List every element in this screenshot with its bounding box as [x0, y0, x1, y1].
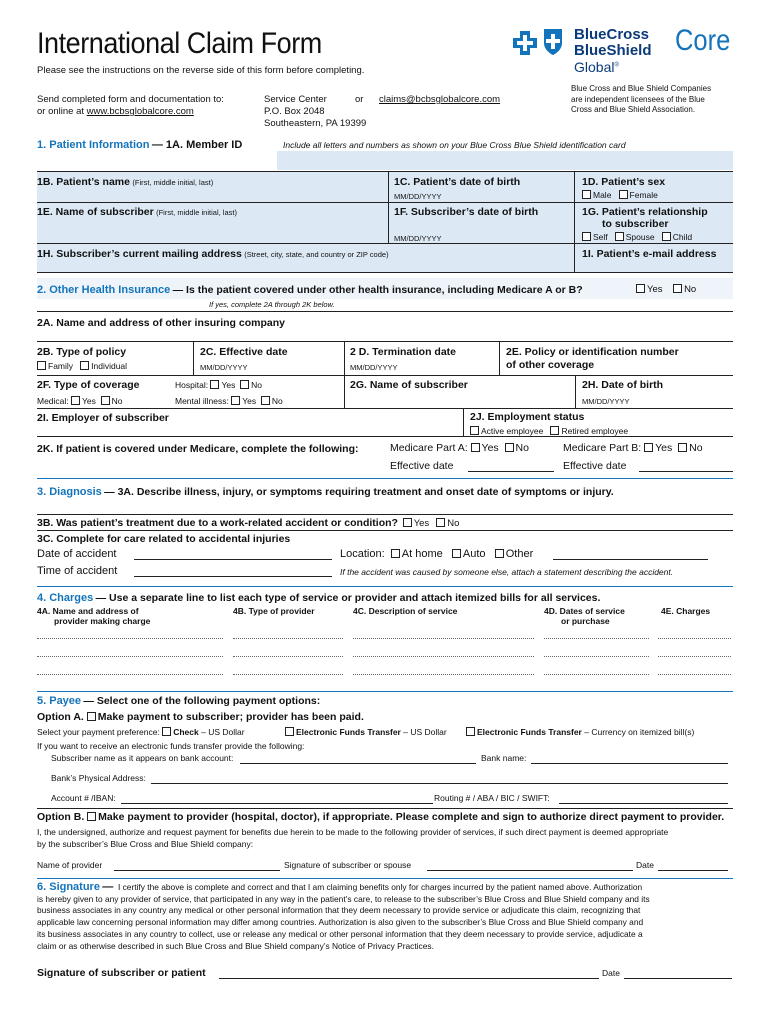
subscriber-bank-name-label: Subscriber name as it appears on bank account:: [51, 753, 234, 763]
col-provider-line1: 4A. Name and address of: [37, 606, 139, 616]
part-b-effective-label: Effective date: [563, 460, 627, 472]
hospital-label: Hospital:: [175, 380, 209, 390]
signature-line2: is hereby given to any provider of service, that participated in any way in the patient’s care, to release to the subscriber’s Blue Cross and Blue Shield company and its: [37, 893, 650, 904]
check-checkbox[interactable]: [162, 727, 171, 736]
bank-name-label: Bank name:: [481, 753, 527, 763]
disclaimer-line1: Blue Cross and Blue Shield Companies: [571, 84, 712, 93]
divider: [37, 311, 733, 312]
divider: [575, 375, 576, 408]
relationship-options: [582, 232, 692, 242]
at-home-label: At home: [401, 548, 443, 560]
part-b-yes-checkbox[interactable]: [644, 443, 653, 452]
address-line2: P.O. Box 2048: [264, 106, 325, 117]
child-label: Child: [672, 232, 693, 242]
insuring-company-label[interactable]: 2A. Name and address of other insuring company: [37, 317, 285, 329]
patient-signature-input[interactable]: [219, 978, 599, 979]
charge-cell-input[interactable]: [353, 638, 534, 639]
medical-no-checkbox[interactable]: [101, 396, 110, 405]
charge-cell-input[interactable]: [233, 656, 343, 657]
provider-name-input[interactable]: [114, 870, 280, 871]
charge-cell-input[interactable]: [37, 656, 223, 657]
divider: [193, 341, 194, 375]
no-label: No: [447, 518, 460, 529]
other-label: Other: [505, 548, 534, 560]
spouse-signature-label: Signature of subscriber or spouse: [284, 860, 412, 870]
hospital-options: [175, 380, 262, 390]
signature-date-label: Date: [602, 968, 620, 978]
signature-line1: I certify the above is complete and correct and that I am claiming benefits only for charges incurred by the patient named above. Authorization: [117, 882, 643, 892]
subscriber-bank-name-input[interactable]: [240, 763, 476, 764]
retired-label: Retired employee: [561, 426, 629, 436]
divider: [344, 341, 345, 375]
signature-line5: its business associates in any country to collect, use or release any medical or other personal information that they deem necessary to provide service, adjudicate a: [37, 928, 643, 939]
relationship-label1: 1G. Patient’s relationship: [582, 206, 708, 218]
member-id-label: — 1A. Member ID: [151, 139, 243, 151]
section-divider: [37, 478, 733, 479]
bank-address-label: Bank’s Physical Address:: [51, 773, 146, 783]
part-b-label: Medicare Part B:: [563, 442, 642, 454]
eft-info-text: If you want to receive an electronic funds transfer provide the following:: [37, 741, 305, 751]
medical-yes-checkbox[interactable]: [71, 396, 80, 405]
option-a-checkbox[interactable]: [87, 712, 96, 721]
col-provider-type: 4B. Type of provider: [233, 606, 315, 616]
divider: [37, 808, 733, 809]
eft-usd-label: Electronic Funds Transfer: [296, 727, 401, 737]
address-line3: Southeastern, PA 19399: [264, 118, 367, 129]
section4-heading: [37, 592, 600, 604]
section2-heading: [37, 284, 583, 296]
section2-title: 2. Other Health Insurance: [37, 284, 171, 296]
charge-cell-input[interactable]: [544, 656, 649, 657]
account-label: Account # /IBAN:: [51, 793, 116, 803]
section5-desc: — Select one of the following payment options:: [83, 695, 321, 707]
part-a-effective-input[interactable]: [468, 471, 554, 472]
diagnosis-input[interactable]: [37, 514, 733, 515]
section-divider: [37, 691, 733, 692]
disclaimer: [571, 84, 711, 116]
medical-label: Medical:: [37, 396, 69, 406]
accident-time-label: Time of accident: [37, 565, 118, 577]
bank-name-input[interactable]: [531, 763, 728, 764]
section-divider: [37, 878, 733, 879]
mental-yes-checkbox[interactable]: [231, 396, 240, 405]
signature-line3: business associates in any country any medical or other personal information that they deem necessary to provide service or adjudicate this claim, recognizing that: [37, 905, 641, 916]
no-label: No: [684, 284, 697, 295]
authorization-line2: by the subscriber’s Blue Cross and Blue Shield company:: [37, 839, 254, 849]
patient-signature-label: Signature of subscriber or patient: [37, 967, 206, 979]
spouse-signature-input[interactable]: [427, 870, 633, 871]
send-online-text: [37, 106, 194, 117]
hospital-yes-checkbox[interactable]: [210, 380, 219, 389]
spouse-label: Spouse: [625, 232, 655, 242]
part-b-effective-input[interactable]: [639, 471, 733, 472]
work-related-label: 3B. Was patient’s treatment due to a work-related accident or condition?: [37, 517, 398, 529]
accident-note: If the accident was caused by someone else, attach a statement describing the accident.: [340, 567, 674, 577]
subscriber-dob-label: 1F. Subscriber’s date of birth: [394, 206, 539, 218]
other-location-input[interactable]: [553, 559, 708, 560]
medicare-part-b: [563, 442, 703, 454]
brand-bluecross: BlueCross: [574, 26, 650, 43]
yes-label: Yes: [82, 396, 96, 406]
active-employee-checkbox[interactable]: [470, 426, 479, 435]
spouse-checkbox[interactable]: [615, 232, 624, 241]
part-a-effective-label: Effective date: [390, 460, 454, 472]
eft-currency-label: Electronic Funds Transfer: [477, 727, 582, 737]
disclaimer-line3: Cross and Blue Shield Association.: [571, 105, 696, 114]
col-dates-line2: or purchase: [561, 616, 610, 626]
signature-statement: 6. Signature — I certify the above is complete and correct and that I am claiming benefits only for charges incurred by the patient named above. Authorization is hereby given to any provider of service, that participated in any way in the patient’s care, to release to the subscriber’s Blue Cross and Blue Shield company and its business associates in any country any medical or other personal information that they deem necessary to provide service or adjudicate this claim, recognizing that applicable law concerning personal information may differ among countries. Authorization is also given to the subscriber’s Blue Cross and Blue Shield company and its business associates in any country to collect, use or release any medical or other personal information that they deem necessary to provide service, adjudicate a claim or as otherwise described in such Blue Cross and Blue Shield company’s Notice of Privacy Practices.: [37, 881, 650, 951]
section3-heading: [37, 486, 614, 498]
signature-date-input[interactable]: [624, 978, 732, 979]
subscriber-dob-format-2h[interactable]: MM/DD/YYYY: [582, 397, 630, 406]
charge-cell-input[interactable]: [233, 638, 343, 639]
part-b-no-checkbox[interactable]: [678, 443, 687, 452]
medical-options: [37, 396, 123, 406]
self-label: Self: [593, 232, 608, 242]
patient-dob-format[interactable]: MM/DD/YYYY: [394, 192, 442, 201]
option-a: [37, 711, 364, 723]
section4-title: 4. Charges: [37, 592, 94, 604]
mailing-address-field[interactable]: [37, 248, 389, 260]
section1-heading: [37, 139, 242, 151]
col-service-desc: 4C. Description of service: [353, 606, 458, 616]
option-b-prefix: Option B.: [37, 811, 85, 823]
payment-preference: [37, 727, 245, 737]
account-input[interactable]: [121, 803, 433, 804]
send-online-label: or online at: [37, 106, 85, 117]
mailing-address-note: (Street, city, state, and country or ZIP code): [244, 250, 389, 259]
instructions-text: Please see the instructions on the reverse side of this form before completing.: [37, 65, 365, 76]
other-insurance-options: [636, 284, 696, 295]
work-related-yes-checkbox[interactable]: [403, 518, 412, 527]
divider: [344, 375, 345, 408]
payee-date-label: Date: [636, 860, 654, 870]
yes-label: Yes: [242, 396, 257, 406]
location-label: Location:: [340, 548, 385, 560]
child-checkbox[interactable]: [662, 232, 671, 241]
col-charges: 4E. Charges: [661, 606, 711, 616]
signature-line4: applicable law concerning personal information may differ among countries. Authorization is also given to the subscriber’s Blue Cross and Blue Shield company and: [37, 917, 644, 928]
authorization-line1: I, the undersigned, authorize and request payment for benefits due herein to be made to the following provider of services, if such direct payment is deemed appropriate: [37, 827, 669, 837]
divider: [463, 408, 464, 436]
signature-line6: claim or as otherwise described in such Blue Cross and Blue Shield company’s Notice of Privacy Practices.: [37, 940, 434, 951]
medicare-question: 2K. If patient is covered under Medicare, complete the following:: [37, 443, 359, 455]
charge-cell-input[interactable]: [353, 674, 534, 675]
charge-cell-input[interactable]: [658, 656, 731, 657]
medicare-part-a: [390, 442, 529, 454]
patient-name-field[interactable]: [37, 176, 213, 188]
brand-global-text: Global: [574, 59, 615, 75]
part-a-no-checkbox[interactable]: [505, 443, 514, 452]
check-note: – US Dollar: [201, 727, 245, 737]
divider: [37, 202, 733, 203]
brand-core: Core: [675, 24, 731, 57]
charge-cell-input[interactable]: [233, 674, 343, 675]
routing-input[interactable]: [559, 803, 728, 804]
col-dates-line1: 4D. Dates of service: [544, 606, 625, 616]
charge-cell-input[interactable]: [544, 638, 649, 639]
effective-date-label: 2C. Effective date: [200, 346, 288, 358]
option-a-label: Make payment to subscriber; provider has been paid.: [97, 711, 364, 723]
section3-desc: — 3A. Describe illness, injury, or symptoms requiring treatment and onset date of symptoms or injury.: [104, 486, 614, 498]
option-b-checkbox[interactable]: [87, 812, 96, 821]
active-label: Active employee: [481, 426, 544, 436]
or-text: or: [355, 94, 364, 105]
section3-title: 3. Diagnosis: [37, 486, 102, 498]
employment-options: [470, 426, 628, 436]
hospital-no-checkbox[interactable]: [240, 380, 249, 389]
subscriber-dob-label-2h: 2H. Date of birth: [582, 379, 664, 391]
self-checkbox[interactable]: [582, 232, 591, 241]
divider: [37, 272, 733, 273]
relationship-label2: to subscriber: [602, 218, 669, 230]
other-insurance-no-checkbox[interactable]: [673, 284, 682, 293]
sex-options: [582, 190, 658, 200]
col-provider-line2: provider making charge: [54, 616, 151, 626]
option-a-prefix: Option A.: [37, 711, 84, 723]
send-to-text: Send completed form and documentation to:: [37, 94, 224, 105]
patient-name-note: (First, middle initial, last): [132, 178, 214, 187]
col-provider: [37, 606, 150, 626]
accident-date-label: Date of accident: [37, 548, 117, 560]
termination-date-label: 2 D. Termination date: [350, 346, 456, 358]
eft-currency-note: – Currency on itemized bill(s): [584, 727, 695, 737]
member-id-note: Include all letters and numbers as shown on your Blue Cross Blue Shield identification card: [283, 140, 626, 150]
mental-options: [175, 396, 283, 406]
email-link[interactable]: claims@bcbsglobalcore.com: [379, 94, 501, 105]
charge-cell-input[interactable]: [353, 656, 534, 657]
payee-date-input[interactable]: [658, 870, 728, 871]
no-label: No: [515, 442, 529, 454]
disclaimer-line2: are independent licensees of the Blue: [571, 94, 705, 104]
brand-global: [574, 59, 619, 75]
member-id-input[interactable]: [277, 151, 733, 170]
website-link[interactable]: www.bcbsglobalcore.com: [86, 106, 194, 117]
male-label: Male: [593, 190, 612, 200]
other-insurance-yes-checkbox[interactable]: [636, 284, 645, 293]
coverage-type-label: 2F. Type of coverage: [37, 379, 140, 391]
option-b: [37, 811, 724, 823]
patient-sex-label: 1D. Patient’s sex: [582, 176, 666, 188]
section2-note: If yes, complete 2A through 2K below.: [209, 300, 335, 309]
policy-type-options: [37, 361, 127, 371]
yes-label: Yes: [221, 380, 236, 390]
patient-email-label: 1I. Patient’s e-mail address: [582, 248, 717, 260]
individual-checkbox[interactable]: [80, 361, 89, 370]
no-label: No: [111, 396, 123, 406]
eft-usd-option: [285, 727, 447, 737]
yes-label: Yes: [647, 284, 663, 295]
divider: [499, 341, 500, 375]
employment-status-label: 2J. Employment status: [470, 411, 585, 423]
registered-mark: ®: [614, 62, 619, 69]
female-label: Female: [629, 190, 658, 200]
section-divider: [37, 586, 733, 587]
no-label: No: [689, 442, 703, 454]
subscriber-dob-format[interactable]: MM/DD/YYYY: [394, 234, 442, 243]
col-dates: [544, 606, 625, 626]
section2-question: — Is the patient covered under other health insurance, including Medicare A or B?: [172, 284, 583, 296]
female-checkbox[interactable]: [619, 190, 628, 199]
male-checkbox[interactable]: [582, 190, 591, 199]
part-a-label: Medicare Part A:: [390, 442, 468, 454]
divider: [37, 375, 733, 376]
divider: [37, 243, 733, 244]
check-label: Check: [173, 727, 199, 737]
family-checkbox[interactable]: [37, 361, 46, 370]
mailing-address-label: 1H. Subscriber’s current mailing address: [37, 248, 242, 260]
retired-employee-checkbox[interactable]: [550, 426, 559, 435]
eft-currency-option: [466, 727, 694, 737]
charge-cell-input[interactable]: [544, 674, 649, 675]
no-label: No: [271, 396, 283, 406]
charge-cell-input[interactable]: [37, 638, 223, 639]
charge-cell-input[interactable]: [658, 674, 731, 675]
option-b-label: Make payment to provider (hospital, doctor), if appropriate. Please complete and sign to authorize direct payment to provider.: [98, 811, 725, 823]
payment-preference-label: Select your payment preference:: [37, 727, 160, 737]
divider: [574, 171, 575, 272]
divider: [37, 436, 733, 437]
family-label: Family: [48, 361, 74, 371]
section6-title: 6. Signature: [37, 881, 100, 893]
section5-heading: [37, 695, 320, 707]
eft-usd-checkbox[interactable]: [285, 727, 294, 736]
divider: [37, 171, 733, 172]
charge-cell-input[interactable]: [37, 674, 223, 675]
bcbs-logo-icon: [512, 26, 568, 58]
divider: [388, 171, 389, 243]
eft-usd-note: – US Dollar: [403, 727, 447, 737]
section4-desc: — Use a separate line to list each type of service or provider and attach itemized bills for all services.: [95, 592, 601, 604]
subscriber-name-label: 1E. Name of subscriber: [37, 206, 154, 218]
eft-currency-checkbox[interactable]: [466, 727, 475, 736]
patient-name-label: 1B. Patient’s name: [37, 176, 130, 188]
yes-label: Yes: [481, 442, 499, 454]
accident-location: [340, 548, 533, 560]
auto-checkbox[interactable]: [452, 549, 461, 558]
no-label: No: [251, 380, 262, 390]
divider: [37, 408, 733, 409]
routing-label: Routing # / ABA / BIC / SWIFT:: [434, 793, 550, 803]
work-related-no-checkbox[interactable]: [436, 518, 445, 527]
subscriber-name-note: (First, middle initial, last): [156, 208, 237, 217]
address-line1: Service Center: [264, 94, 327, 105]
subscriber-name-label-2g[interactable]: 2G. Name of subscriber: [350, 379, 468, 391]
patient-dob-label: 1C. Patient’s date of birth: [394, 176, 521, 188]
provider-name-label: Name of provider: [37, 860, 103, 870]
other-checkbox[interactable]: [495, 549, 504, 558]
accident-date-input[interactable]: [134, 559, 332, 560]
form-title: International Claim Form: [37, 27, 322, 60]
employer-label[interactable]: 2I. Employer of subscriber: [37, 412, 169, 424]
yes-label: Yes: [413, 518, 430, 529]
policy-type-label: 2B. Type of policy: [37, 346, 127, 358]
termination-date-format[interactable]: MM/DD/YYYY: [350, 363, 398, 372]
at-home-checkbox[interactable]: [391, 549, 400, 558]
mental-label: Mental illness:: [175, 396, 229, 406]
mental-no-checkbox[interactable]: [261, 396, 270, 405]
divider: [37, 341, 733, 342]
work-related-question: [37, 517, 459, 529]
policy-number-label2: of other coverage: [506, 359, 595, 371]
individual-label: Individual: [91, 361, 128, 371]
auto-label: Auto: [462, 548, 486, 560]
divider: [37, 530, 733, 531]
brand-blueshield: BlueShield: [574, 42, 652, 59]
part-a-yes-checkbox[interactable]: [471, 443, 480, 452]
effective-date-format[interactable]: MM/DD/YYYY: [200, 363, 248, 372]
section5-title: 5. Payee: [37, 695, 82, 707]
charge-cell-input[interactable]: [658, 638, 731, 639]
section1-title: 1. Patient Information: [37, 139, 150, 151]
bank-address-input[interactable]: [151, 783, 728, 784]
yes-label: Yes: [655, 442, 673, 454]
accidental-injuries-label: 3C. Complete for care related to accidental injuries: [37, 533, 291, 545]
policy-number-label1: 2E. Policy or identification number: [506, 346, 679, 358]
subscriber-name-field[interactable]: [37, 206, 237, 218]
accident-time-input[interactable]: [134, 576, 332, 577]
